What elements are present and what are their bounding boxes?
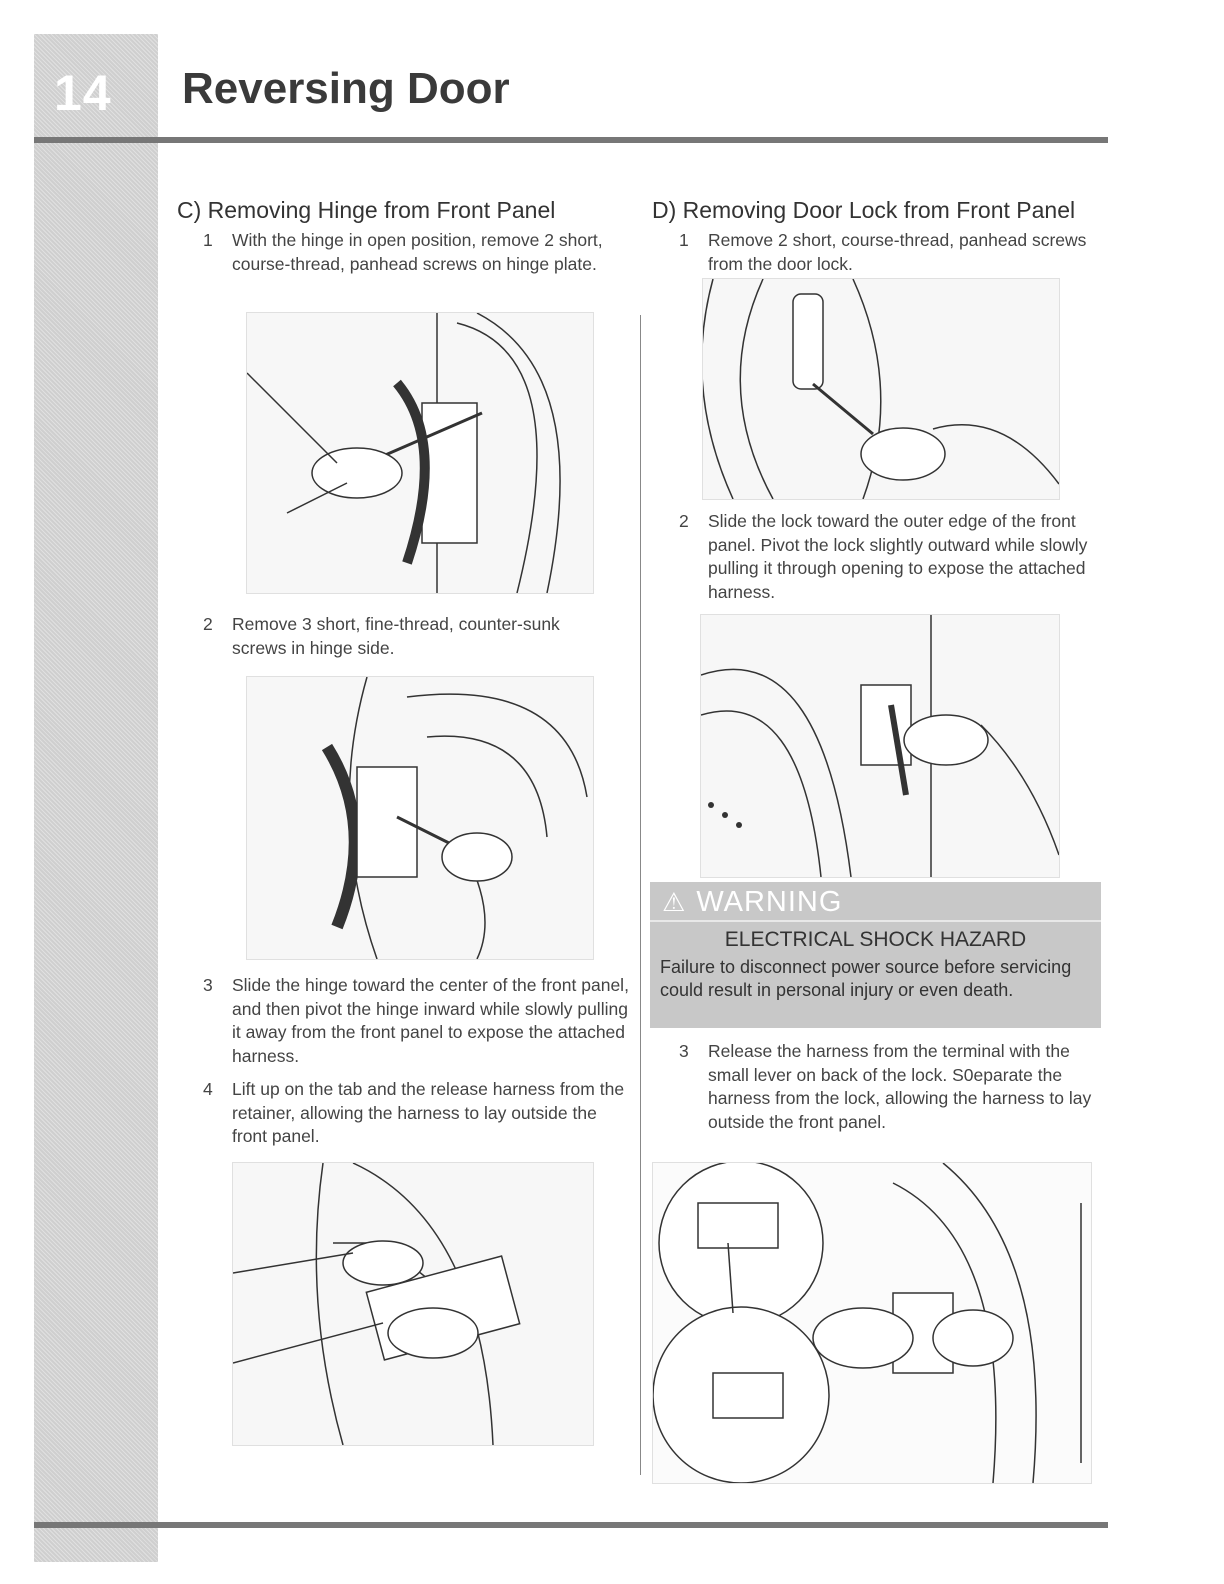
section-d-step-1 bbox=[679, 229, 1098, 276]
page-title: Reversing Door bbox=[182, 64, 510, 113]
warning-text: Failure to disconnect power source before servicing could result in personal injury or even death. bbox=[660, 957, 1072, 1000]
hinge-plate-screw-removal-illustration bbox=[246, 312, 594, 594]
step-number: 1 bbox=[679, 230, 689, 250]
warning-box bbox=[650, 882, 1101, 1028]
warning-heading bbox=[662, 886, 842, 919]
section-c-step-2 bbox=[203, 613, 612, 660]
step-text: With the hinge in open position, remove 2 short, course-thread, panhead screws on hinge plate. bbox=[232, 230, 603, 274]
harness-terminal-release-illustration bbox=[652, 1162, 1092, 1484]
header-divider bbox=[34, 137, 1108, 143]
step-number: 2 bbox=[203, 614, 213, 634]
warning-title: WARNING bbox=[696, 886, 843, 918]
door-lock-pivot-illustration bbox=[700, 614, 1060, 878]
harness-release-illustration bbox=[232, 1162, 594, 1446]
hinge-side-screw-removal-illustration bbox=[246, 676, 594, 960]
step-number: 3 bbox=[203, 975, 213, 995]
section-d-step-2 bbox=[679, 510, 1098, 604]
section-c-heading: C) Removing Hinge from Front Panel bbox=[177, 197, 556, 223]
step-number: 3 bbox=[679, 1041, 689, 1061]
warning-subtitle: ELECTRICAL SHOCK HAZARD bbox=[724, 928, 1027, 951]
section-c-step-1 bbox=[203, 229, 612, 276]
step-text: Remove 2 short, course-thread, panhead screws from the door lock. bbox=[708, 230, 1087, 274]
section-c-step-4 bbox=[203, 1078, 632, 1149]
column-divider bbox=[640, 315, 641, 1475]
step-text: Slide the lock toward the outer edge of the front panel. Pivot the lock slightly outward while slowly pulling it through opening to expose the attached harness. bbox=[708, 511, 1088, 602]
section-c-step-3 bbox=[203, 974, 632, 1068]
door-lock-screw-removal-illustration bbox=[702, 278, 1060, 500]
section-d-heading: D) Removing Door Lock from Front Panel bbox=[652, 197, 1076, 223]
step-text: Lift up on the tab and the release harness from the retainer, allowing the harness to lay outside the front panel. bbox=[232, 1079, 625, 1146]
page-number: 14 bbox=[54, 65, 112, 121]
section-d-step-3 bbox=[679, 1040, 1098, 1134]
step-text: Slide the hinge toward the center of the front panel, and then pivot the hinge inward while slowly pulling it away from the front panel to expose the attached harness. bbox=[232, 975, 629, 1066]
step-text: Remove 3 short, fine-thread, counter-sunk screws in hinge side. bbox=[232, 614, 560, 658]
step-number: 4 bbox=[203, 1079, 213, 1099]
warning-rule bbox=[650, 920, 1101, 922]
step-number: 2 bbox=[679, 511, 689, 531]
footer-divider bbox=[34, 1522, 1108, 1528]
page-sidebar-band bbox=[34, 34, 158, 1562]
step-number: 1 bbox=[203, 230, 213, 250]
step-text: Release the harness from the terminal with the small lever on back of the lock. S0eparate the harness from the lock, allowing the harness to lay outside the front panel. bbox=[708, 1041, 1092, 1132]
warning-triangle-icon: ⚠ bbox=[662, 887, 687, 917]
